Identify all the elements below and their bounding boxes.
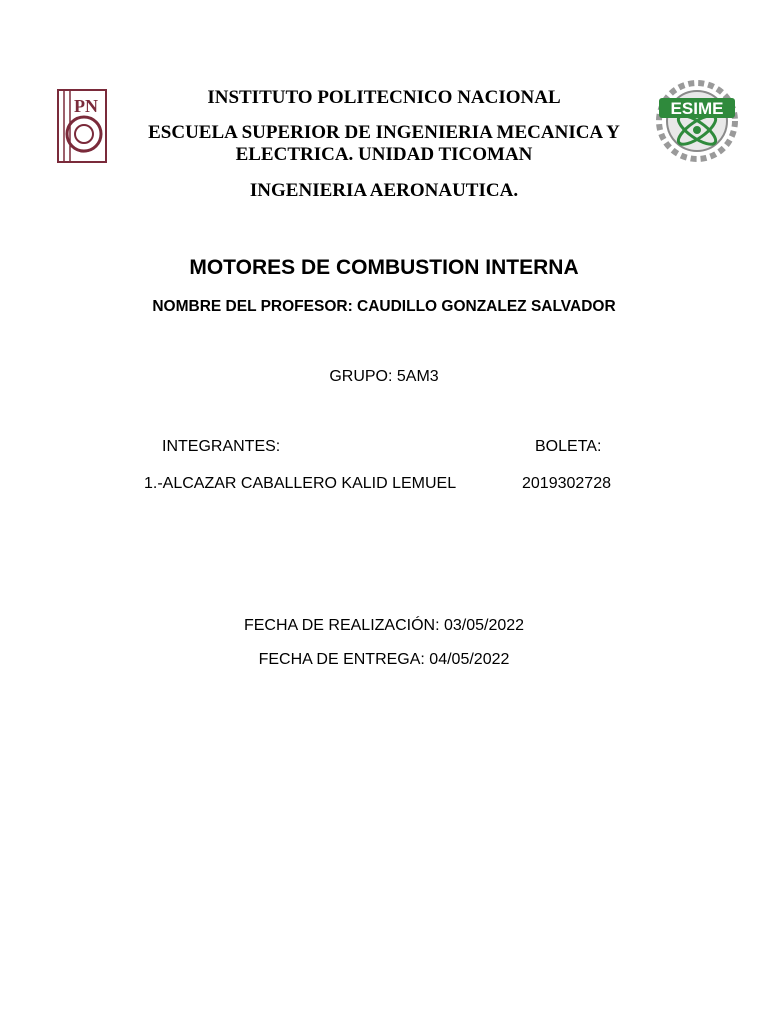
svg-text:PN: PN <box>74 96 98 116</box>
ipn-logo-icon <box>54 86 110 166</box>
date-due: FECHA DE ENTREGA: 04/05/2022 <box>258 651 510 668</box>
member-name: 1.-ALCAZAR CABALLERO KALID LEMUEL <box>144 475 457 492</box>
group-line: GRUPO: 5AM3 <box>329 368 439 385</box>
subject-title: MOTORES DE COMBUSTION INTERNA <box>189 256 579 279</box>
svg-text:ESIME: ESIME <box>670 99 724 118</box>
member-boleta: 2019302728 <box>522 475 611 492</box>
professor-line: NOMBRE DEL PROFESOR: CAUDILLO GONZALEZ SALVADOR <box>152 298 616 315</box>
boleta-header: BOLETA: <box>535 438 602 455</box>
esime-logo-icon <box>654 78 740 164</box>
career-name: INGENIERIA AERONAUTICA. <box>249 180 519 201</box>
school-name: ESCUELA SUPERIOR DE INGENIERIA MECANICA Y ELECTRICA. UNIDAD TICOMAN <box>148 122 620 165</box>
institution-name: INSTITUTO POLITECNICO NACIONAL <box>207 87 561 108</box>
date-done: FECHA DE REALIZACIÓN: 03/05/2022 <box>243 617 525 634</box>
members-header: INTEGRANTES: <box>162 438 281 455</box>
